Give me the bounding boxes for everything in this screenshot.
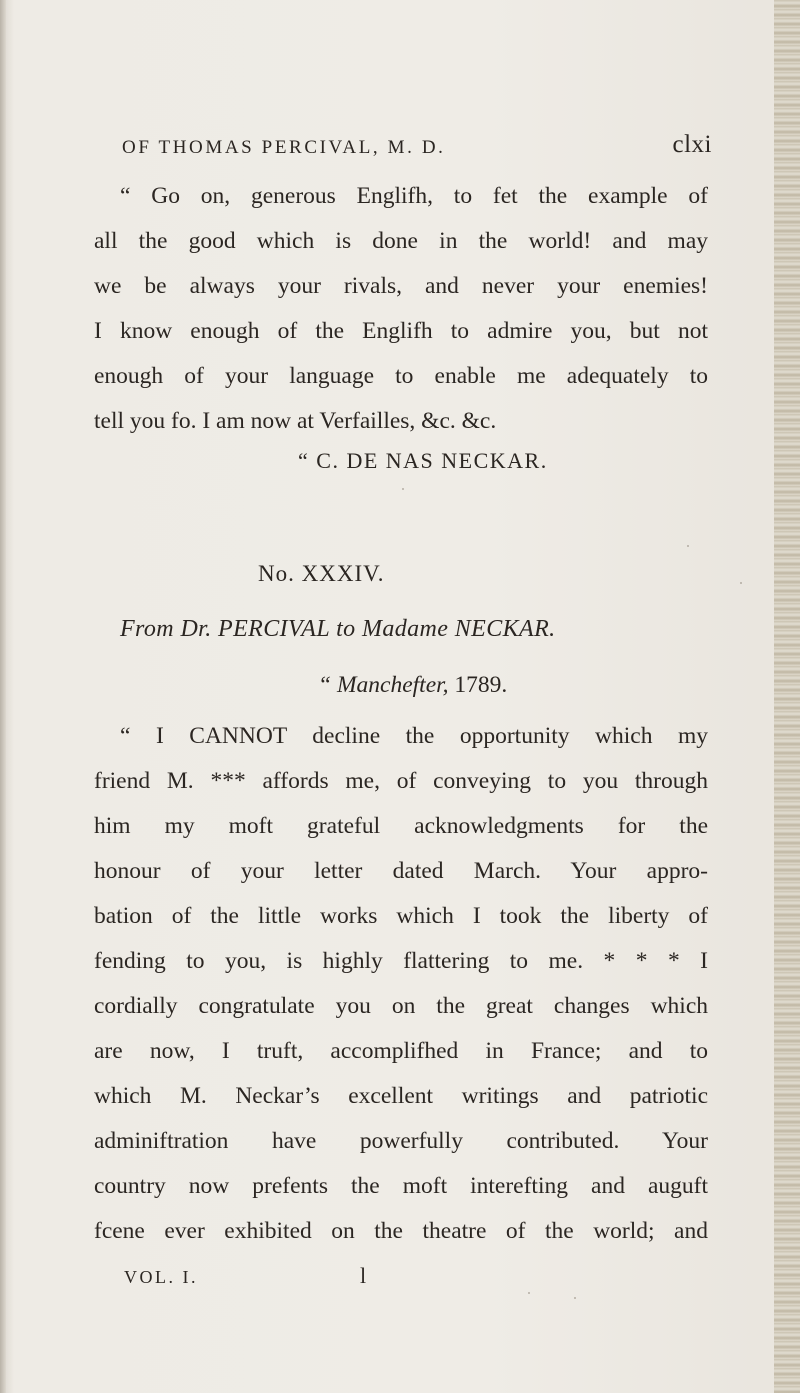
text-line: are now, I truft, accomplifhed in France; and to bbox=[94, 1038, 708, 1064]
text-line: “ Go on, generous Englifh, to fet the example of bbox=[120, 183, 708, 209]
text-line: honour of your letter dated March. Your appro- bbox=[94, 858, 708, 884]
text-line: cordially congratulate you on the great changes which bbox=[94, 993, 708, 1019]
text-line: all the good which is done in the world! and may bbox=[94, 228, 708, 254]
text-line: friend M. *** affords me, of conveying to you through bbox=[94, 768, 708, 794]
text-line: tell you fo. I am now at Verfailles, &c. &c. bbox=[94, 408, 497, 434]
letter-place: “ Manchefter, bbox=[318, 672, 449, 698]
text-line: adminiftration have powerfully contributed. Your bbox=[94, 1128, 708, 1154]
paper-speck bbox=[574, 1297, 576, 1299]
paper-speck bbox=[687, 545, 689, 547]
text-line: we be always your rivals, and never your enemies! bbox=[94, 273, 708, 299]
volume-marker: VOL. I. bbox=[124, 1267, 198, 1287]
text-line: “ I CANNOT decline the opportunity which my bbox=[120, 723, 708, 749]
text-line: fcene ever exhibited on the theatre of the world; and bbox=[94, 1218, 708, 1244]
text-line: country now prefents the moft interefting and auguft bbox=[94, 1173, 708, 1199]
text-line: enough of your language to enable me adequately to bbox=[94, 363, 708, 389]
running-head: OF THOMAS PERCIVAL, M. D. bbox=[122, 137, 446, 158]
text-line: I know enough of the Englifh to admire you, but not bbox=[94, 318, 708, 344]
paper-speck bbox=[740, 582, 742, 584]
letter-body-paragraph bbox=[94, 714, 708, 1254]
page-header bbox=[122, 131, 722, 165]
paper-speck bbox=[402, 488, 404, 490]
text-line: which M. Neckar’s excellent writings and patriotic bbox=[94, 1083, 708, 1109]
text-line: him my moft grateful acknowledgments for the bbox=[94, 813, 708, 839]
page-gutter-shadow bbox=[0, 0, 6, 1393]
letter-closing-paragraph bbox=[94, 174, 708, 444]
letter-dateline bbox=[318, 672, 507, 699]
letter-signature: “ C. DE NAS NECKAR. bbox=[298, 448, 548, 473]
printer-signature-mark: l bbox=[360, 1263, 367, 1288]
paper-speck bbox=[528, 1292, 530, 1294]
page-edge bbox=[774, 0, 800, 1393]
text-line: fending to you, is highly flattering to me. * * * I bbox=[94, 948, 708, 974]
letter-number-heading: No. XXXIV. bbox=[258, 561, 385, 586]
page-footer bbox=[124, 1263, 424, 1293]
letter-year: 1789. bbox=[454, 672, 508, 698]
page-number: clxi bbox=[672, 131, 712, 158]
text-line: bation of the little works which I took the liberty of bbox=[94, 903, 708, 929]
letter-from-line: From Dr. PERCIVAL to Madame NECKAR. bbox=[120, 616, 556, 642]
